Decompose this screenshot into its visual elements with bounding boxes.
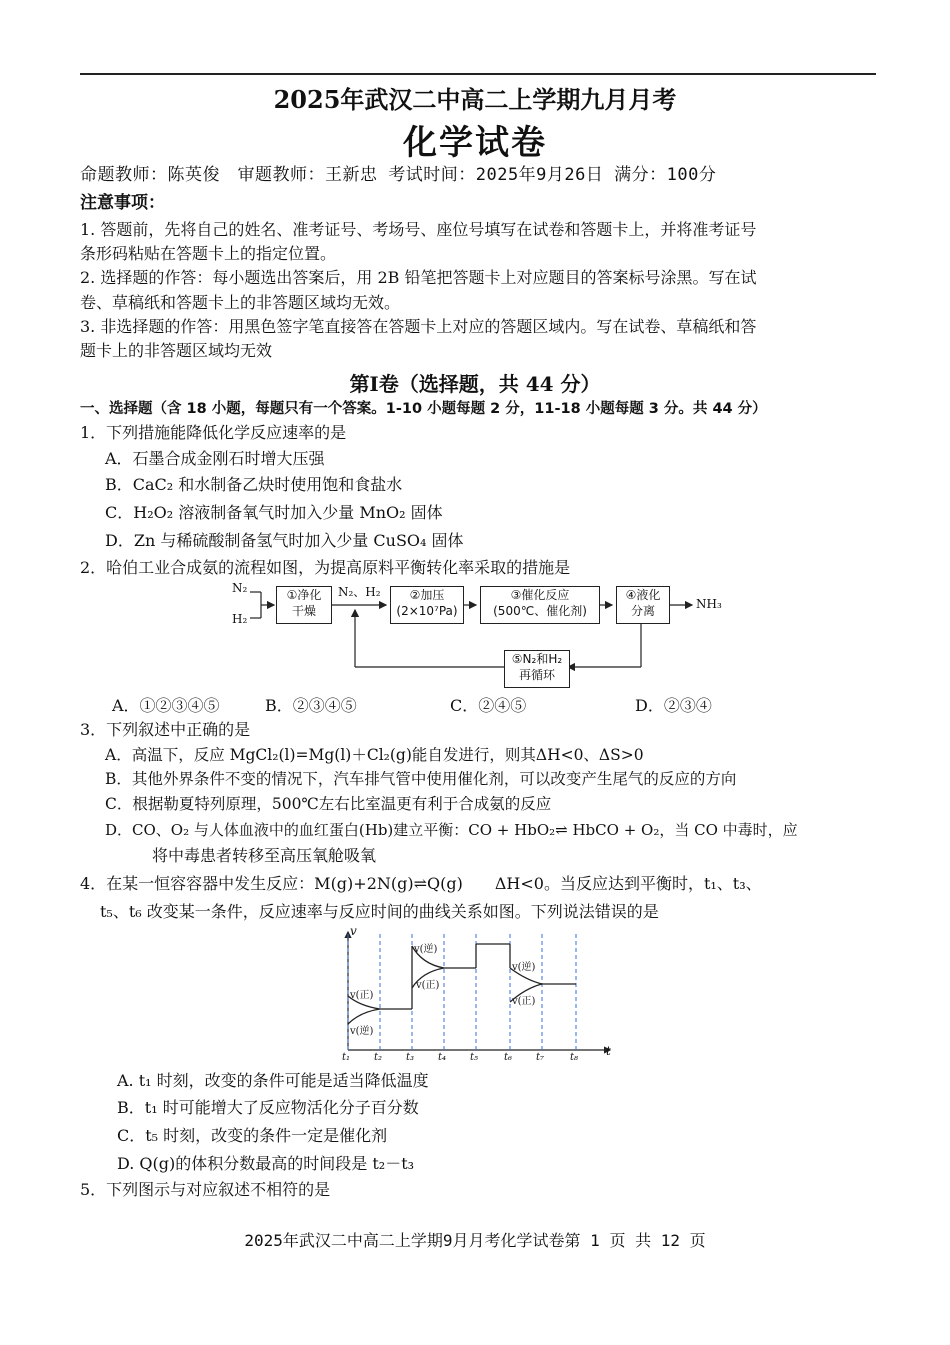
q3-option-b: B．其他外界条件不变的情况下，汽车排气管中使用催化剂，可以改变产生尾气的反应的方向 bbox=[105, 770, 737, 788]
tick-label: t₈ bbox=[570, 1052, 579, 1063]
part-instructions: 一、选择题（含 18 小题，每题只有一个答案。1-10 小题每题 2 分，11-18 小题每题 3 分。共 44 分） bbox=[80, 401, 767, 417]
haber-flow-diagram bbox=[228, 580, 728, 692]
box-line: ⑤N₂和H₂ bbox=[511, 652, 563, 666]
output-nh3-label: NH₃ bbox=[696, 597, 722, 611]
box-line: ③催化反应 bbox=[510, 588, 570, 602]
q2-option-d: D．②③④ bbox=[635, 696, 712, 715]
note-line: 2. 选择题的作答：每小题选出答案后，用 2B 铅笔把答题卡上对应题目的答案标号涂黑。写在试 bbox=[80, 268, 757, 287]
curve-label: v(逆) bbox=[350, 1026, 374, 1037]
box-line: ②加压 bbox=[409, 588, 445, 602]
pressurize-box bbox=[390, 586, 464, 624]
liquefy-separate-box bbox=[616, 586, 670, 624]
box-line: (2×10⁷Pa) bbox=[396, 604, 458, 618]
subject-title: 化学试卷 bbox=[403, 123, 547, 163]
box-line: 干燥 bbox=[291, 604, 316, 618]
note-line: 卷、草稿纸和答题卡上的非答题区域均无效。 bbox=[80, 293, 401, 312]
q5-stem: 5．下列图示与对应叙述不相符的是 bbox=[80, 1180, 331, 1199]
q1-option-b: B．CaC₂ 和水制备乙炔时使用饱和食盐水 bbox=[105, 475, 403, 494]
box-line: 再循环 bbox=[518, 668, 555, 682]
box-line: 分离 bbox=[630, 604, 655, 618]
catalytic-reaction-box bbox=[480, 586, 600, 624]
q3-option-c: C．根据勒夏特列原理，500℃左右比室温更有利于合成氨的反应 bbox=[105, 795, 552, 813]
note-line: 1. 答题前，先将自己的姓名、准考证号、考场号、座位号填写在试卷和答题卡上，并将准考证号 bbox=[80, 220, 757, 239]
rate-time-graph bbox=[338, 926, 618, 1066]
q1-option-a: A．石墨合成金刚石时增大压强 bbox=[105, 449, 325, 468]
tick-label: t₇ bbox=[536, 1052, 545, 1063]
exam-meta: 命题教师：陈英俊 审题教师：王新忠 考试时间：2025年9月26日 满分：100分 bbox=[80, 165, 717, 185]
q2-option-c: C．②④⑤ bbox=[450, 696, 527, 715]
q4-option-a: A. t₁ 时刻，改变的条件可能是适当降低温度 bbox=[117, 1071, 429, 1090]
section-title: 第I卷（选择题，共 44 分） bbox=[349, 372, 601, 396]
input-h2-label: H₂ bbox=[232, 612, 248, 626]
tick-label: t₅ bbox=[470, 1052, 479, 1063]
q4-stem-line2: t₅、t₆ 改变某一条件，反应速率与反应时间的曲线关系如图。下列说法错误的是 bbox=[100, 902, 659, 921]
tick-label: t₁ bbox=[342, 1052, 351, 1063]
input-n2-label: N₂ bbox=[232, 581, 248, 595]
notice-title: 注意事项： bbox=[80, 193, 165, 213]
curve-label: v(正) bbox=[416, 980, 440, 991]
top-rule bbox=[80, 73, 876, 75]
tick-label: t₂ bbox=[374, 1052, 383, 1063]
purify-dry-box bbox=[276, 586, 332, 624]
box-line: (500℃、催化剂) bbox=[493, 604, 587, 618]
rate-time-svg bbox=[338, 926, 618, 1066]
q1-option-c: C．H₂O₂ 溶液制备氧气时加入少量 MnO₂ 固体 bbox=[105, 503, 443, 522]
box-line: ①净化 bbox=[286, 588, 322, 602]
note-line: 3. 非选择题的作答：用黑色签字笔直接答在答题卡上对应的答题区域内。写在试卷、草稿纸和答 bbox=[80, 317, 757, 336]
box-line: ④液化 bbox=[625, 588, 661, 602]
q3-option-d: D．CO、O₂ 与人体血液中的血红蛋白(Hb)建立平衡：CO + HbO₂⇌ HbCO + O₂，当 CO 中毒时，应 bbox=[105, 821, 798, 839]
q2-stem: 2．哈伯工业合成氨的流程如图，为提高原料平衡转化率采取的措施是 bbox=[80, 558, 571, 577]
exam-title: 2025年武汉二中高二上学期九月月考 bbox=[273, 85, 677, 114]
recycle-box bbox=[504, 650, 570, 688]
q1-stem: 1．下列措施能降低化学反应速率的是 bbox=[80, 423, 347, 442]
note-line: 题卡上的非答题区域均无效 bbox=[80, 341, 273, 360]
q4-stem-line1: 4．在某一恒容容器中发生反应：M(g)+2N(g)⇌Q(g) ΔH<0。当反应达到平衡时，t₁、t₃、 bbox=[80, 874, 762, 893]
q2-option-a: A．①②③④⑤ bbox=[112, 696, 220, 715]
note-line: 条形码粘贴在答题卡上的指定位置。 bbox=[80, 244, 337, 263]
tick-label: t₄ bbox=[438, 1052, 447, 1063]
q4-option-c: C．t₅ 时刻，改变的条件一定是催化剂 bbox=[117, 1126, 388, 1145]
q1-option-d: D．Zn 与稀硫酸制备氢气时加入少量 CuSO₄ 固体 bbox=[105, 531, 464, 550]
tick-label: t₃ bbox=[406, 1052, 415, 1063]
q3-stem: 3．下列叙述中正确的是 bbox=[80, 720, 251, 739]
page-footer: 2025年武汉二中高二上学期9月月考化学试卷第 1 页 共 12 页 bbox=[244, 1231, 706, 1250]
q3-option-d-cont: 将中毒患者转移至高压氧舱吸氧 bbox=[152, 846, 377, 865]
q3-option-a: A．高温下，反应 MgCl₂(l)=Mg(l)＋Cl₂(g)能自发进行，则其ΔH<0、ΔS>0 bbox=[105, 746, 644, 764]
q4-option-d: D. Q(g)的体积分数最高的时间段是 t₂－t₃ bbox=[117, 1154, 415, 1173]
mid-gas-label: N₂、H₂ bbox=[338, 585, 381, 599]
curve-label: v(逆) bbox=[414, 944, 438, 955]
y-axis-label: v bbox=[350, 924, 357, 938]
q4-option-b: B．t₁ 时可能增大了反应物活化分子百分数 bbox=[117, 1098, 419, 1117]
curve-label: v(正) bbox=[512, 996, 536, 1007]
tick-label: t₆ bbox=[504, 1052, 513, 1063]
curve-label: v(正) bbox=[350, 990, 374, 1001]
q2-option-b: B．②③④⑤ bbox=[265, 696, 357, 715]
x-axis-label: t bbox=[606, 1044, 611, 1058]
curve-label: v(逆) bbox=[512, 962, 536, 973]
